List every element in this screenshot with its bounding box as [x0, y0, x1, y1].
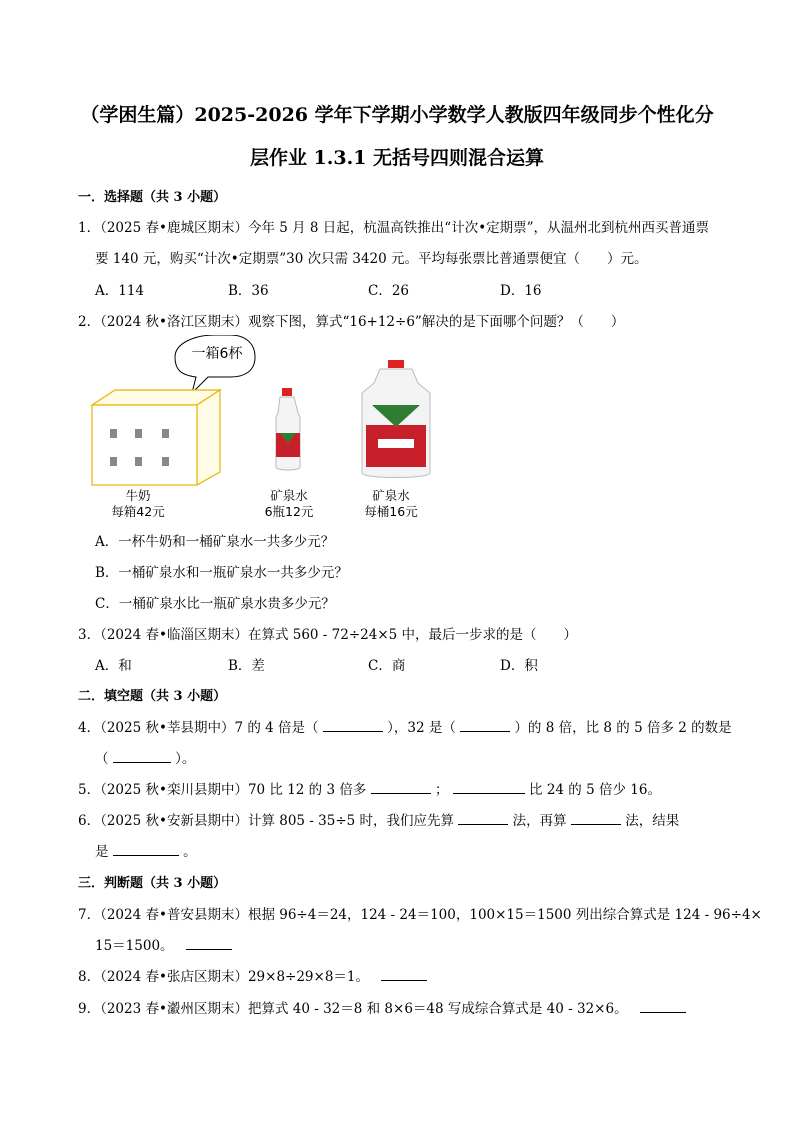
q5-text-1: 5．（2025 秋•栾川县期中）70 比 12 的 3 倍多	[78, 782, 367, 798]
q1-line-2: 要 140 元，购买“计次•定期票”30 次只需 3420 元。平均每张票比普通票便宜（ ）元。	[95, 251, 648, 267]
q6-text-4: 是	[95, 844, 109, 860]
section-choice-heading: 一．选择题（共 3 小题）	[78, 190, 227, 205]
q8-text: 8．（2024 春•张店区期末）29×8÷29×8＝1。	[78, 969, 370, 985]
q3-option-c[interactable]: C．商	[368, 658, 406, 674]
q4-line-1	[78, 716, 732, 736]
q6-text-2: 法，再算	[512, 813, 567, 829]
milk-box	[92, 390, 220, 485]
q4-blank-3[interactable]	[113, 750, 171, 763]
big-water-bottle	[362, 360, 430, 478]
q6-line-1	[78, 809, 679, 829]
q3-option-d[interactable]: D．积	[500, 658, 538, 674]
q6-blank-3[interactable]	[113, 843, 179, 856]
q4-text-2: ），32 是（	[387, 720, 456, 736]
title-line-1: （学困生篇）2025-2026 学年下学期小学数学人教版四年级同步个性化分	[80, 104, 714, 126]
q5-blank-1[interactable]	[371, 781, 431, 794]
q4-text-5: ）。	[175, 751, 196, 767]
q9-text: 9．（2023 春•瀫州区期末）把算式 40 - 32＝8 和 8×6＝48 写成综合算式是 40 - 32×6。	[78, 1001, 628, 1017]
q6-text-1: 6．（2025 秋•安新县期中）计算 805 - 35÷5 时，我们应先算	[78, 813, 455, 829]
q4-text-4: （	[95, 751, 109, 767]
q6-text-5: 。	[183, 844, 197, 860]
q6-line-2	[95, 840, 197, 860]
q7-answer-blank[interactable]	[186, 937, 232, 950]
q1-option-a[interactable]: A．114	[95, 283, 145, 299]
q2-figure	[80, 335, 460, 495]
big-bottle-caption-price: 每桶16元	[364, 504, 418, 519]
q2-option-c[interactable]: C．一桶矿泉水比一瓶矿泉水贵多少元？	[95, 596, 335, 612]
q1-option-c[interactable]: C．26	[368, 283, 410, 299]
q9-answer-blank[interactable]	[640, 1000, 686, 1013]
q4-text-1: 4．（2025 秋•莘县期中）7 的 4 倍是（	[78, 720, 319, 736]
q3-line-1: 3．（2024 春•临淄区期末）在算式 560 - 72÷24×5 中，最后一步求的是（ ）	[78, 627, 578, 643]
q8-answer-blank[interactable]	[381, 968, 427, 981]
q3-option-a[interactable]: A．和	[95, 658, 132, 674]
q2-option-a[interactable]: A．一杯牛奶和一桶矿泉水一共多少元？	[95, 534, 335, 550]
q2-line-1: 2．（2024 秋•洛江区期末）观察下图，算式“16+12÷6”解决的是下面哪个问题？（ ）	[78, 314, 625, 330]
q4-blank-2[interactable]	[460, 719, 510, 732]
q1-option-b[interactable]: B．36	[228, 283, 269, 299]
q4-blank-1[interactable]	[323, 719, 383, 732]
title-line-2: 层作业 1.3.1 无括号四则混合运算	[249, 147, 545, 169]
small-bottle-caption-name: 矿泉水	[270, 488, 308, 503]
q6-blank-2[interactable]	[571, 812, 621, 825]
small-water-bottle	[276, 388, 300, 470]
speech-bubble	[175, 335, 255, 393]
q9-line-1	[78, 997, 686, 1017]
q7-text-2: 15＝1500。	[95, 938, 174, 954]
speech-bubble-text: 一箱6杯	[191, 346, 243, 362]
small-bottle-caption-price: 6瓶12元	[264, 504, 314, 519]
q1-option-d[interactable]: D．16	[500, 283, 542, 299]
q7-line-1: 7．（2024 春•普安县期末）根据 96÷4＝24，124 - 24＝100，100×15＝1500 列出综合算式是 124 - 96÷4×	[78, 907, 762, 923]
q7-line-2	[95, 934, 232, 954]
big-bottle-caption-name: 矿泉水	[372, 488, 410, 503]
q3-option-b[interactable]: B．差	[228, 658, 265, 674]
q5-blank-2[interactable]	[453, 781, 525, 794]
section-judge-heading: 三．判断题（共 3 小题）	[78, 876, 227, 891]
q4-line-2	[95, 747, 195, 767]
section-fill-heading: 二．填空题（共 3 小题）	[78, 689, 227, 704]
q2-option-b[interactable]: B．一桶矿泉水和一瓶矿泉水一共多少元？	[95, 565, 348, 581]
milk-caption-name: 牛奶	[125, 488, 151, 503]
milk-caption-price: 每箱42元	[111, 504, 165, 519]
q5-text-3: 比 24 的 5 倍少 16。	[529, 782, 661, 798]
q1-line-1: 1．（2025 春•鹿城区期末）今年 5 月 8 日起，杭温高铁推出“计次•定期票”，从温州北到杭州西买普通票	[78, 220, 710, 236]
q6-blank-1[interactable]	[458, 812, 508, 825]
q8-line-1	[78, 965, 427, 985]
q5-text-2: ；	[434, 782, 449, 798]
q6-text-3: 法，结果	[625, 813, 680, 829]
q5-line-1	[78, 778, 661, 798]
q4-text-3: ）的 8 倍，比 8 的 5 倍多 2 的数是	[514, 720, 732, 736]
